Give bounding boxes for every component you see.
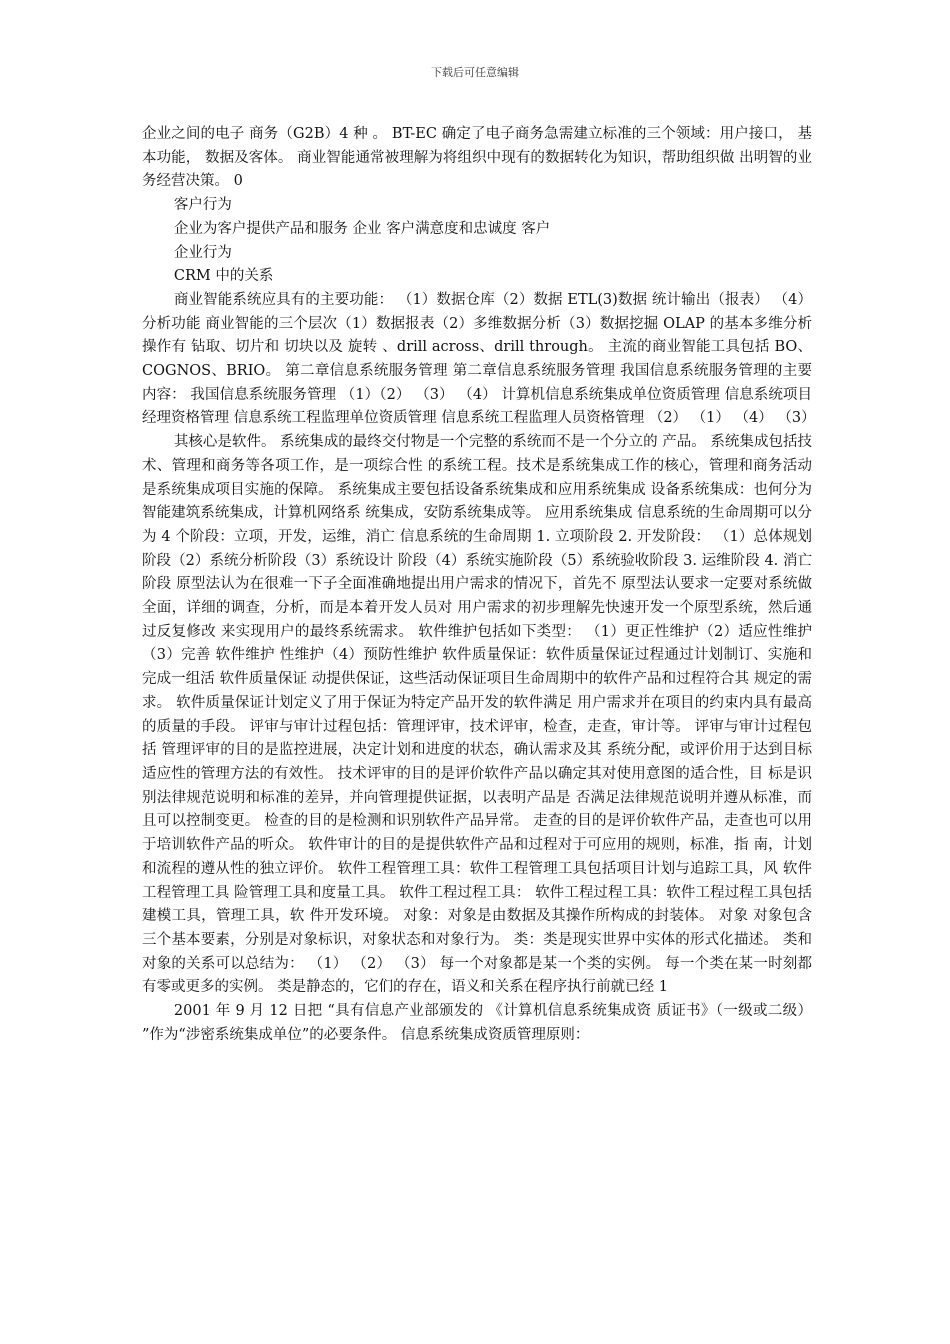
paragraph-crm-relation: CRM 中的关系	[173, 268, 274, 285]
paragraph-customer-behavior: 客户行为	[173, 197, 232, 214]
document-body	[142, 123, 816, 1047]
paragraph-ecommerce-bi: 企业之间的电子 商务（G2B）4 种 。 BT-EC 确定了电子商务急需建立标准的三个领域：用户接口， 基本功能， 数据及客体。 商业智能通常被理解为将组织中现有的数据转化为知识，帮助组织做 出明智的业务经营决策。 0	[142, 126, 812, 190]
paragraph-qualification-2001: 2001 年 9 月 12 日把 “具有信息产业部颁发的 《计算机信息系统集成资 质证书》（一级或二级） ”作为“涉密系统集成单位”的必要条件。 信息系统集成资质管理原则：	[142, 1003, 812, 1043]
paragraph-enterprise-behavior: 企业行为	[173, 244, 232, 261]
paragraph-system-integration: 其核心是软件。 系统集成的最终交付物是一个完整的系统而不是一个分立的 产品。 系统集成包括技术、管理和商务等各项工作，是一项综合性 的系统工程。技术是系统集成工作的核心，管理和商务活动 是系统集成项目实施的保障。 系统集成主要包括设备系统集成和应用系统集成 设备系统集成：也何分为智能建筑系统集成，计算机网络系 统集成，安防系统集成等。 应用系统集成 信息系统的生命周期可以分为 4 个阶段：立项，开发，运维，消亡 信息系统的生命周期 1. 立项阶段 2. 开发阶段： （1）总体规划阶段（2）系统分析阶段（3）系统设计 阶段（4）系统实施阶段（5）系统验收阶段 3. 运维阶段 4. 消亡阶段 原型法认为在很难一下子全面准确地提出用户需求的情况下，首先不 原型法认要求一定要对系统做全面，详细的调查，分析，而是本着开发人员对 用户需求的初步理解先快速开发一个原型系统，然后通过反复修改 来实现用户的最终系统需求。 软件维护包括如下类型： （1）更正性维护（2）适应性维护（3）完善 软件维护 性维护（4）预防性维护 软件质量保证：软件质量保证过程通过计划制订、实施和完成一组活 软件质量保证 动提供保证，这些活动保证项目生命周期中的软件产品和过程符合其 规定的需求。 软件质量保证计划定义了用于保证为特定产品开发的软件满足 用户需求并在项目的约束内具有最高的质量的手段。 评审与审计过程包括：管理评审，技术评审，检查，走查，审计等。 评审与审计过程包括 管理评审的目的是监控进展，决定计划和进度的状态，确认需求及其 系统分配，或评价用于达到目标适应性的管理方法的有效性。 技术评审的目的是评价软件产品以确定其对使用意图的适合性，目 标是识别法律规范说明和标准的差异，并向管理提供证据，以表明产品是 否满足法律规范说明并遵从标准，而且可以控制变更。 检查的目的是检测和识别软件产品异常。 走查的目的是评价软件产品，走查也可以用于培训软件产品的听众。 软件审计的目的是提供软件产品和过程对于可应用的规则，标准，指 南，计划和流程的遵从性的独立评价。 软件工程管理工具：软件工程管理工具包括项目计划与追踪工具，风 软件工程管理工具 险管理工具和度量工具。 软件工程过程工具： 软件工程过程工具：软件工程过程工具包括建模工具，管理工具，软 件开发环境。 对象：对象是由数据及其操作所构成的封装体。 对象 对象包含三个基本要素，分别是对象标识，对象状态和对象行为。 类：类是现实世界中实体的形式化描述。 类和对象的关系可以总结为： （1） （2） （3） 每一个对象都是某一个类的实例。 每一个类在某一时刻都有零或更多的实例。 类是静态的，它们的存在，语义和关系在程序执行前就已经 1	[142, 434, 812, 996]
page-header: 下载后可任意编辑	[431, 66, 519, 79]
paragraph-enterprise-service: 企业为客户提供产品和服务 企业 客户满意度和忠诚度 客户	[173, 220, 551, 237]
paragraph-bi-functions: 商业智能系统应具有的主要功能： （1）数据仓库（2）数据 ETL(3)数据 统计输出（报表） （4）分析功能 商业智能的三个层次（1）数据报表（2）多维数据分析（3）数据挖掘 OLAP 的基本多维分析操作有 钻取、切片和 切块以及 旋转 、drill across、drill through。 主流的商业智能工具包括 BO、COGNOS、BRIO。 第二章信息系统服务管理 第二章信息系统服务管理 我国信息系统服务管理的主要内容： 我国信息系统服务管理 （1）（2） （3） （4） 计算机信息系统集成单位资质管理 信息系统项目经理资格管理 信息系统工程监理单位资质管理 信息系统工程监理人员资格管理 （2） （1） （4） （3）	[142, 291, 816, 427]
